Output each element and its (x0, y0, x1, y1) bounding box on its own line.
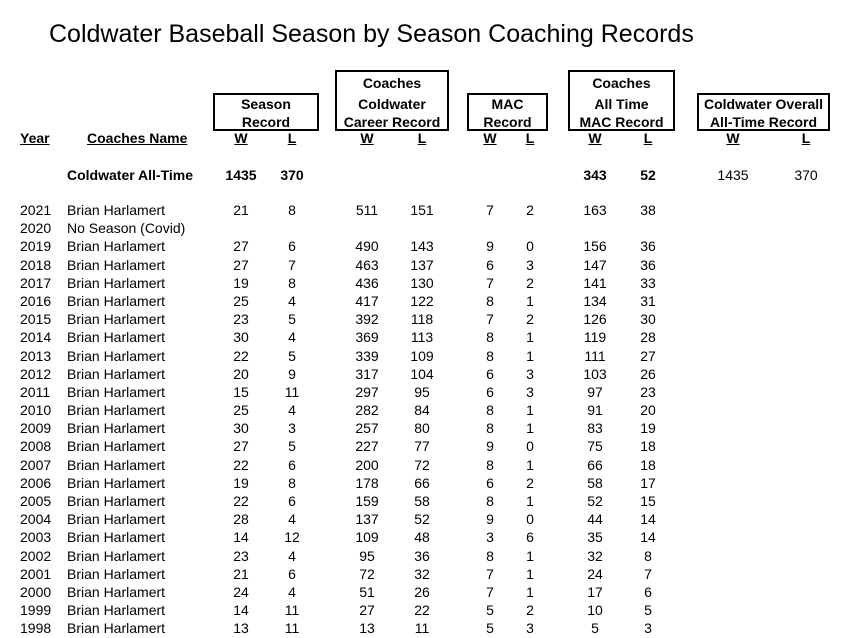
table-row (0, 583, 860, 601)
mac-alltime-header-line3: MAC Record (579, 114, 664, 130)
mac-alltime-l-cell: 5 (644, 602, 652, 619)
mac-alltime-l-cell: 18 (640, 438, 656, 455)
season-w-cell: 22 (233, 347, 249, 364)
career-w-cell: 109 (355, 529, 379, 546)
mac-w-cell: 3 (486, 529, 494, 546)
table-row (0, 256, 860, 274)
season-record-header-line1: Season (241, 96, 291, 112)
table-row (0, 310, 860, 328)
table-row (0, 274, 860, 292)
mac-alltime-w-header: W (588, 130, 602, 146)
career-l-cell: 36 (414, 547, 430, 564)
mac-alltime-w-cell: 156 (583, 238, 607, 255)
career-l-cell: 113 (410, 329, 434, 346)
mac-alltime-l-cell: 31 (640, 292, 656, 309)
mac-alltime-l-cell: 6 (644, 583, 652, 600)
mac-alltime-w-cell: 35 (587, 529, 603, 546)
career-l-cell: 77 (414, 438, 430, 455)
season-w-cell: 21 (233, 565, 249, 582)
mac-alltime-w-cell: 52 (587, 493, 603, 509)
coach-name-header: Coaches Name (87, 130, 188, 146)
season-w-cell: 20 (233, 365, 249, 382)
career-l-cell: 58 (414, 493, 430, 509)
season-l-cell: 7 (288, 256, 296, 273)
season-w-cell: 27 (233, 438, 249, 455)
season-w-cell: 27 (233, 238, 249, 255)
career-w-cell: 27 (359, 602, 375, 619)
season-w-cell: 27 (233, 256, 249, 273)
career-l-header: L (417, 130, 427, 146)
mac-w-cell: 9 (486, 511, 494, 528)
mac-l-cell: 1 (526, 547, 534, 564)
season-w-cell: 21 (233, 202, 249, 218)
season-l-cell: 11 (284, 620, 300, 637)
year-cell: 2006 (20, 474, 52, 491)
coach-name-cell: Brian Harlamert (67, 402, 166, 419)
mac-alltime-header-line2: All Time (594, 96, 649, 112)
career-l-cell: 137 (410, 256, 434, 273)
table-row (0, 328, 860, 346)
career-w-cell: 200 (355, 456, 379, 473)
career-l-cell: 32 (414, 565, 430, 582)
season-w-cell: 22 (233, 456, 249, 473)
mac-alltime-l-cell: 14 (640, 511, 656, 528)
year-cell: 2000 (20, 583, 52, 600)
career-w-cell: 490 (355, 238, 379, 255)
mac-l-cell: 1 (526, 329, 534, 346)
season-record-header-line2: Record (241, 114, 291, 130)
mac-l-cell: 0 (526, 511, 534, 528)
career-w-cell: 178 (355, 474, 379, 491)
mac-record-header (467, 93, 548, 131)
season-l-header: L (287, 130, 297, 146)
mac-l-cell: 2 (526, 202, 534, 218)
season-w-cell: 14 (233, 529, 249, 546)
mac-alltime-header-line1: Coaches (592, 75, 651, 91)
mac-alltime-w-cell: 134 (583, 292, 607, 309)
mac-w-cell: 5 (486, 602, 494, 619)
table-row (0, 383, 860, 401)
table-row (0, 492, 860, 510)
mac-alltime-l-cell: 38 (640, 202, 656, 218)
coach-name-cell: Brian Harlamert (67, 474, 166, 491)
mac-alltime-l-cell: 17 (640, 474, 656, 491)
table-row (0, 401, 860, 419)
season-w-cell: 23 (233, 311, 249, 328)
mac-l-cell: 1 (526, 347, 534, 364)
coach-name-cell: Brian Harlamert (67, 583, 166, 600)
year-cell: 2003 (20, 529, 52, 546)
mac-l-cell: 1 (526, 583, 534, 600)
career-l-cell: 66 (414, 474, 430, 491)
year-cell: 2019 (20, 238, 52, 255)
season-w-cell: 25 (233, 292, 249, 309)
mac-w-cell: 7 (486, 311, 494, 328)
career-record-header-line1: Coaches (362, 75, 422, 91)
records-table (0, 201, 860, 638)
coach-name-cell: Brian Harlamert (67, 565, 166, 582)
mac-alltime-l-cell: 20 (640, 402, 656, 419)
season-l-cell: 6 (288, 565, 296, 582)
mac-alltime-w-cell: 91 (587, 402, 603, 419)
mac-alltime-l-cell: 7 (644, 565, 652, 582)
table-row (0, 365, 860, 383)
mac-w-cell: 8 (486, 547, 494, 564)
coach-name-cell: Brian Harlamert (67, 365, 166, 382)
year-cell: 1999 (20, 602, 52, 619)
career-record-header (335, 70, 449, 131)
mac-alltime-w-cell: 58 (587, 474, 603, 491)
season-l-cell: 8 (288, 274, 296, 291)
table-row (0, 601, 860, 619)
table-row (0, 237, 860, 255)
season-l-cell: 3 (288, 420, 296, 437)
table-row (0, 347, 860, 365)
year-cell: 2009 (20, 420, 52, 437)
year-cell: 2008 (20, 438, 52, 455)
page-title: Coldwater Baseball Season by Season Coaching Records (49, 20, 694, 48)
mac-alltime-l-cell: 27 (640, 347, 656, 364)
overall-w-header: W (726, 130, 740, 146)
coach-name-cell: Brian Harlamert (67, 274, 166, 291)
career-w-cell: 95 (359, 547, 375, 564)
coach-name-cell: Brian Harlamert (67, 202, 166, 218)
table-row (0, 219, 860, 237)
year-cell: 2018 (20, 256, 52, 273)
coach-name-cell: Brian Harlamert (67, 511, 166, 528)
mac-alltime-l-cell: 30 (640, 311, 656, 328)
mac-l-cell: 0 (526, 438, 534, 455)
career-w-cell: 511 (355, 202, 379, 218)
coach-name-cell: No Season (Covid) (67, 220, 186, 237)
career-w-header: W (360, 130, 374, 146)
career-w-cell: 297 (355, 383, 379, 400)
alltime-season-l: 370 (280, 167, 304, 183)
overall-record-header (697, 93, 830, 131)
mac-alltime-header (568, 70, 675, 131)
mac-alltime-w-cell: 10 (587, 602, 603, 619)
mac-alltime-w-cell: 24 (587, 565, 603, 582)
career-l-cell: 26 (414, 583, 430, 600)
season-w-cell: 24 (233, 583, 249, 600)
mac-w-cell: 8 (486, 402, 494, 419)
year-header: Year (20, 130, 50, 146)
career-w-cell: 339 (355, 347, 379, 364)
season-w-cell: 19 (233, 474, 249, 491)
coach-name-cell: Brian Harlamert (67, 420, 166, 437)
season-l-cell: 8 (288, 474, 296, 491)
career-w-cell: 227 (355, 438, 379, 455)
career-l-cell: 109 (410, 347, 434, 364)
mac-w-cell: 6 (486, 474, 494, 491)
mac-l-cell: 3 (526, 620, 534, 637)
table-row (0, 437, 860, 455)
career-w-cell: 463 (355, 256, 379, 273)
year-cell: 2015 (20, 311, 52, 328)
year-cell: 2021 (20, 202, 52, 218)
mac-l-cell: 3 (526, 365, 534, 382)
season-l-cell: 6 (288, 238, 296, 255)
mac-w-cell: 7 (486, 202, 494, 218)
season-l-cell: 4 (288, 329, 296, 346)
season-l-cell: 11 (284, 602, 300, 619)
season-w-cell: 13 (233, 620, 249, 637)
career-l-cell: 151 (410, 202, 434, 218)
mac-w-cell: 7 (486, 565, 494, 582)
table-row (0, 292, 860, 310)
coach-name-cell: Brian Harlamert (67, 620, 166, 637)
year-cell: 2017 (20, 274, 52, 291)
career-l-cell: 22 (414, 602, 430, 619)
table-row (0, 419, 860, 437)
career-w-cell: 282 (355, 402, 379, 419)
career-record-header-line2: Coldwater (358, 96, 426, 112)
career-w-cell: 317 (355, 365, 379, 382)
mac-alltime-l-cell: 33 (640, 274, 656, 291)
career-w-cell: 51 (359, 583, 375, 600)
coach-name-cell: Brian Harlamert (67, 347, 166, 364)
year-cell: 1998 (20, 620, 52, 637)
career-l-cell: 72 (414, 456, 430, 473)
mac-w-cell: 6 (486, 256, 494, 273)
season-l-cell: 4 (288, 547, 296, 564)
mac-alltime-w-cell: 141 (583, 274, 607, 291)
coach-name-cell: Brian Harlamert (67, 292, 166, 309)
mac-alltime-w-cell: 32 (587, 547, 603, 564)
table-row (0, 547, 860, 565)
mac-alltime-w-cell: 44 (587, 511, 603, 528)
career-l-cell: 52 (414, 511, 430, 528)
coach-name-cell: Brian Harlamert (67, 438, 166, 455)
mac-alltime-w-cell: 17 (587, 583, 603, 600)
mac-l-cell: 1 (526, 402, 534, 419)
mac-w-cell: 8 (486, 292, 494, 309)
career-w-cell: 417 (355, 292, 379, 309)
career-w-cell: 392 (355, 311, 379, 328)
mac-l-cell: 1 (526, 565, 534, 582)
mac-alltime-w-cell: 75 (587, 438, 603, 455)
year-cell: 2001 (20, 565, 52, 582)
mac-alltime-w-cell: 97 (587, 383, 603, 400)
career-l-cell: 122 (410, 292, 434, 309)
coach-name-cell: Brian Harlamert (67, 529, 166, 546)
season-l-cell: 4 (288, 402, 296, 419)
season-l-cell: 5 (288, 347, 296, 364)
mac-alltime-l-cell: 36 (640, 256, 656, 273)
mac-alltime-l-cell: 28 (640, 329, 656, 346)
career-w-cell: 72 (359, 565, 375, 582)
mac-alltime-w-cell: 119 (583, 329, 607, 346)
season-w-cell: 14 (233, 602, 249, 619)
mac-w-cell: 8 (486, 420, 494, 437)
career-l-cell: 95 (414, 383, 430, 400)
mac-l-cell: 2 (526, 274, 534, 291)
year-cell: 2020 (20, 220, 52, 237)
overall-record-header-line2: All-Time Record (709, 114, 818, 130)
mac-alltime-w-cell: 5 (591, 620, 599, 637)
season-w-cell: 19 (233, 274, 249, 291)
mac-w-cell: 9 (486, 238, 494, 255)
mac-w-cell: 9 (486, 438, 494, 455)
mac-w-cell: 6 (486, 383, 494, 400)
mac-w-cell: 8 (486, 456, 494, 473)
mac-alltime-l-header: L (643, 130, 653, 146)
mac-alltime-l-cell: 26 (640, 365, 656, 382)
mac-alltime-w-cell: 163 (583, 202, 607, 218)
mac-w-cell: 8 (486, 347, 494, 364)
coach-name-cell: Brian Harlamert (67, 493, 166, 509)
career-record-header-line3: Career Record (343, 114, 441, 130)
alltime-season-w: 1435 (225, 167, 257, 183)
alltime-overall-w: 1435 (717, 167, 749, 183)
mac-alltime-w-cell: 103 (583, 365, 607, 382)
mac-l-cell: 1 (526, 456, 534, 473)
season-l-cell: 4 (288, 511, 296, 528)
mac-record-header-line1: MAC (491, 96, 524, 112)
mac-w-cell: 8 (486, 493, 494, 509)
mac-record-header-line2: Record (483, 114, 532, 130)
career-w-cell: 137 (355, 511, 379, 528)
mac-alltime-w-cell: 126 (583, 311, 607, 328)
mac-w-cell: 5 (486, 620, 494, 637)
overall-record-header-line1: Coldwater Overall (703, 96, 824, 112)
mac-l-cell: 3 (526, 383, 534, 400)
mac-l-cell: 6 (526, 529, 534, 546)
mac-w-cell: 7 (486, 583, 494, 600)
season-l-cell: 5 (288, 438, 296, 455)
table-row (0, 456, 860, 474)
table-row (0, 528, 860, 546)
mac-w-cell: 6 (486, 365, 494, 382)
mac-alltime-w-cell: 111 (584, 347, 606, 364)
season-record-header (213, 93, 319, 131)
career-w-cell: 436 (355, 274, 379, 291)
career-l-cell: 84 (414, 402, 430, 419)
alltime-mac-w: 343 (583, 167, 607, 183)
table-row (0, 510, 860, 528)
career-w-cell: 257 (355, 420, 379, 437)
alltime-overall-l: 370 (794, 167, 818, 183)
mac-l-cell: 1 (526, 292, 534, 309)
mac-l-cell: 2 (526, 602, 534, 619)
mac-l-cell: 1 (526, 493, 534, 509)
mac-alltime-l-cell: 15 (640, 493, 656, 509)
coach-name-cell: Brian Harlamert (67, 383, 166, 400)
coach-name-cell: Brian Harlamert (67, 238, 166, 255)
mac-alltime-l-cell: 23 (640, 383, 656, 400)
career-w-cell: 13 (359, 620, 375, 637)
season-w-cell: 23 (233, 547, 249, 564)
year-cell: 2013 (20, 347, 52, 364)
alltime-label: Coldwater All-Time (67, 167, 194, 183)
coach-name-cell: Brian Harlamert (67, 329, 166, 346)
mac-alltime-l-cell: 36 (640, 238, 656, 255)
mac-alltime-w-cell: 147 (583, 256, 607, 273)
mac-alltime-l-cell: 14 (640, 529, 656, 546)
mac-l-cell: 2 (526, 474, 534, 491)
mac-w-cell: 8 (486, 329, 494, 346)
mac-alltime-l-cell: 19 (640, 420, 656, 437)
career-l-cell: 48 (414, 529, 430, 546)
mac-alltime-l-cell: 18 (640, 456, 656, 473)
coach-name-cell: Brian Harlamert (67, 256, 166, 273)
year-cell: 2016 (20, 292, 52, 309)
season-l-cell: 6 (288, 493, 296, 509)
table-row (0, 474, 860, 492)
career-l-cell: 104 (410, 365, 434, 382)
year-cell: 2014 (20, 329, 52, 346)
season-l-cell: 8 (288, 202, 296, 218)
mac-alltime-w-cell: 83 (587, 420, 603, 437)
mac-l-cell: 0 (526, 238, 534, 255)
season-l-cell: 4 (288, 292, 296, 309)
season-w-cell: 30 (233, 420, 249, 437)
year-cell: 2007 (20, 456, 52, 473)
coach-name-cell: Brian Harlamert (67, 602, 166, 619)
table-row (0, 201, 860, 219)
year-cell: 2005 (20, 493, 52, 509)
career-l-cell: 143 (410, 238, 434, 255)
career-l-cell: 80 (414, 420, 430, 437)
mac-l-cell: 2 (526, 311, 534, 328)
career-w-cell: 369 (355, 329, 379, 346)
year-cell: 2011 (20, 383, 51, 400)
mac-l-header: L (525, 130, 535, 146)
season-w-cell: 15 (233, 383, 249, 400)
season-l-cell: 9 (288, 365, 296, 382)
season-w-cell: 25 (233, 402, 249, 419)
table-row (0, 565, 860, 583)
season-l-cell: 4 (288, 583, 296, 600)
career-w-cell: 159 (355, 493, 379, 509)
season-w-cell: 30 (233, 329, 249, 346)
coach-name-cell: Brian Harlamert (67, 547, 166, 564)
season-l-cell: 6 (288, 456, 296, 473)
season-w-cell: 28 (233, 511, 249, 528)
career-l-cell: 11 (414, 620, 430, 637)
mac-w-header: W (483, 130, 497, 146)
coach-name-cell: Brian Harlamert (67, 456, 166, 473)
year-cell: 2002 (20, 547, 52, 564)
overall-l-header: L (801, 130, 811, 146)
mac-l-cell: 1 (526, 420, 534, 437)
mac-l-cell: 3 (526, 256, 534, 273)
season-l-cell: 12 (284, 529, 300, 546)
coach-name-cell: Brian Harlamert (67, 311, 166, 328)
mac-w-cell: 7 (486, 274, 494, 291)
season-l-cell: 5 (288, 311, 296, 328)
year-cell: 2012 (20, 365, 52, 382)
season-w-cell: 22 (233, 493, 249, 509)
mac-alltime-w-cell: 66 (587, 456, 603, 473)
career-l-cell: 118 (410, 311, 434, 328)
year-cell: 2010 (20, 402, 52, 419)
year-cell: 2004 (20, 511, 52, 528)
alltime-mac-l: 52 (640, 167, 656, 183)
mac-alltime-l-cell: 8 (644, 547, 652, 564)
season-l-cell: 11 (284, 383, 300, 400)
season-w-header: W (234, 130, 248, 146)
mac-alltime-l-cell: 3 (644, 620, 652, 637)
career-l-cell: 130 (410, 274, 434, 291)
